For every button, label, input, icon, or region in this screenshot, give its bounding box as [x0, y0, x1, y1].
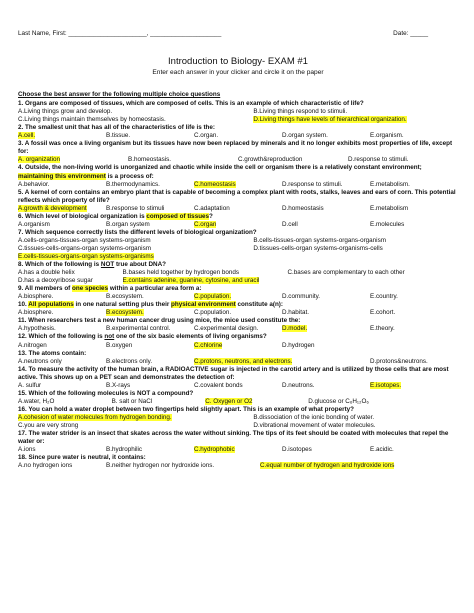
question-9 — [18, 285, 458, 301]
option-c[interactable] — [260, 462, 458, 470]
option-a[interactable]: A.biosphere. — [18, 293, 54, 301]
name-field[interactable]: Last Name, First: ______________________, ____________________ — [18, 30, 222, 37]
question-15 — [18, 390, 458, 406]
question-text: 18. Since pure water is neutral, it contains: — [18, 454, 146, 462]
question-17 — [18, 430, 458, 454]
option-c[interactable]: C.Living things maintain themselves by homeostasis. — [18, 116, 166, 124]
option-e[interactable] — [123, 277, 459, 285]
option-d[interactable]: D.isotopes — [282, 446, 312, 454]
option-a[interactable]: A.organism — [18, 220, 50, 228]
option-c[interactable]: C.you are very strong — [18, 421, 79, 429]
question-text: 13. The atoms contain: — [18, 349, 87, 357]
option-c[interactable]: C.bases are complementary to each other — [287, 269, 405, 277]
highlighted-answer: C.population. — [194, 293, 232, 301]
option-b[interactable]: B.thermodynamics. — [106, 180, 160, 188]
option-b[interactable] — [106, 309, 194, 317]
option-e[interactable]: E.theory. — [370, 325, 395, 333]
highlighted-phrase: physical environment — [171, 301, 236, 309]
question-text-part: 12. Which of the following is — [18, 333, 105, 341]
option-a[interactable]: A.ions — [18, 446, 36, 454]
option-c[interactable]: C.covalent bonds — [194, 381, 243, 389]
highlighted-answer: C.equal number of hydrogen and hydroxide ions — [260, 462, 395, 470]
highlighted-answer: A.cell. — [18, 132, 36, 140]
question-text — [18, 301, 458, 309]
question-text: 1. Organs are composed of tissues, which are composed of cells. This is an example of which characteristic of life? — [18, 100, 364, 108]
question-text: 17. The water strider is an insect that skates across the water without sinking. The tips of its feet should be coated with molecules that repel the water or: — [18, 430, 449, 446]
option-d[interactable]: D.has a deoxyribose sugar — [18, 277, 93, 285]
option-b[interactable]: B.homeostasis. — [128, 156, 172, 164]
highlighted-answer: D.Living things have levels of hierarchical organization. — [253, 116, 407, 124]
highlighted-answer: E.isotopes. — [370, 381, 402, 389]
option-c[interactable] — [194, 181, 282, 189]
answer-options — [18, 132, 458, 140]
question-text-part: constitute a(n): — [235, 301, 284, 309]
option-d[interactable] — [282, 325, 370, 333]
question-text-part: 4. Outside, the non-living world is unorganized and chaotic while inside the cell or organism there is a relatively constant environment; — [18, 164, 422, 172]
question-10 — [18, 301, 458, 317]
question-text: 3. A fossil was once a living organism but its tissues have now been replaced by minerals and it no longer exhibits most properties of life, except for: — [18, 140, 453, 156]
question-text: 16. You can hold a water droplet between two fingertips held slightly apart. This is an example of what property? — [18, 405, 355, 413]
question-text: 14. To measure the activity of the human brain, a RADIOACTIVE sugar is injected in the carotid artery and is utilized by those cells that are most active. This shows up on a PET scan and demonstrates the detection of: — [18, 365, 449, 381]
option-e[interactable]: E.metabolism. — [370, 180, 410, 188]
option-d[interactable]: D.habitat. — [282, 309, 309, 317]
option-e[interactable]: E.metabolism — [370, 204, 409, 212]
option-d[interactable]: D.protons&neutrons. — [370, 357, 428, 365]
answer-options — [18, 293, 458, 301]
highlighted-phrase: All populations — [28, 301, 74, 309]
option-b[interactable]: B.ecosystem. — [106, 293, 144, 301]
question-1 — [18, 100, 458, 124]
question-text: 5. A kernel of corn contains an embryo plant that is capable of becoming a complex plant with roots, stalks, leaves and ears of corn. This potential reflects which property of life? — [18, 188, 456, 204]
answer-options — [18, 382, 458, 390]
question-text-part: 10. — [18, 301, 29, 309]
question-8 — [18, 261, 458, 285]
answer-options — [18, 108, 458, 124]
question-text — [18, 213, 458, 221]
option-e[interactable]: E.country. — [370, 293, 398, 301]
option-d[interactable]: D.response to stimuli. — [282, 180, 343, 188]
option-c[interactable]: C.tissues-cells-organs-organ systems-organism — [18, 244, 151, 252]
question-18 — [18, 454, 458, 470]
question-text: 15. Which of the following molecules is NOT a compound? — [18, 389, 194, 397]
option-e[interactable]: E.molecules — [370, 220, 405, 228]
option-a[interactable]: A.Living things grow and develop. — [18, 108, 113, 116]
highlighted-answer: A.cohesion of water molecules from hydrogen bonding. — [18, 413, 172, 421]
answer-options — [18, 181, 458, 189]
highlighted-answer: C.homeostasis — [194, 180, 236, 188]
option-a[interactable] — [18, 156, 128, 164]
highlighted-phrase: composed of tissues — [146, 212, 210, 220]
option-d[interactable]: D.glucose or C₆H₁₂O₆ — [308, 397, 369, 405]
question-14 — [18, 366, 458, 390]
question-13 — [18, 350, 458, 366]
highlighted-phrase: one species — [72, 285, 109, 293]
title-block — [18, 56, 458, 77]
question-text-part: 8. Which of the following is — [18, 261, 101, 269]
option-b[interactable]: B.dissociation of the ionic bonding of water. — [253, 413, 375, 421]
option-d[interactable]: D.neutrons. — [282, 381, 315, 389]
question-4 — [18, 164, 458, 188]
question-text-part: true about DNA? — [114, 261, 166, 269]
question-5 — [18, 189, 458, 213]
option-a[interactable] — [18, 205, 106, 213]
option-a[interactable]: A.hypothesis. — [18, 325, 56, 333]
option-e[interactable]: E.organism. — [370, 132, 404, 140]
answer-options — [18, 269, 458, 285]
question-text-part: 6. Which level of biological organization is — [18, 212, 147, 220]
option-b[interactable]: B.oxygen — [106, 341, 133, 349]
question-text-part: 9. All members of — [18, 285, 73, 293]
option-c[interactable]: C.experimental design. — [194, 325, 259, 333]
question-text — [18, 333, 458, 341]
highlighted-answer: A.growth & development — [18, 204, 87, 212]
option-c[interactable] — [194, 342, 282, 350]
answer-options — [18, 221, 458, 229]
answer-options — [18, 462, 458, 470]
option-b[interactable]: B.neither hydrogen nor hydroxide ions. — [106, 462, 215, 470]
question-12 — [18, 333, 458, 349]
question-text: 11. When researchers test a new human cancer drug using mice, the mice used constitute the: — [18, 317, 301, 325]
option-b[interactable]: B.tissue. — [106, 132, 131, 140]
answer-options — [18, 414, 458, 430]
option-a[interactable]: A.cells-organs-tissues-organ systems-organism — [18, 236, 151, 244]
question-text: 7. Which sequence correctly lists the different levels of biological organization? — [18, 228, 257, 236]
question-text: 2. The smallest unit that has all of the characteristics of life is the: — [18, 124, 216, 132]
option-b[interactable]: B.X-rays — [106, 381, 131, 389]
answer-options — [18, 358, 458, 366]
option-b[interactable]: B.cells-tissues-organ systems-organs-organism — [253, 236, 386, 244]
highlighted-answer: D.model. — [282, 325, 308, 333]
header — [18, 30, 458, 38]
option-d[interactable]: D.cell — [282, 220, 298, 228]
question-text-part: ? — [209, 212, 213, 220]
question-text — [18, 285, 458, 293]
option-c[interactable]: C.organ. — [194, 132, 219, 140]
option-c[interactable] — [194, 446, 282, 454]
option-b[interactable]: B.electrons only. — [106, 357, 153, 365]
question-text — [18, 164, 458, 180]
option-d[interactable]: D.vibrational movement of water molecules. — [253, 421, 376, 429]
option-b[interactable]: B.hydrophilic — [106, 446, 143, 454]
option-a[interactable] — [18, 132, 106, 140]
highlighted-answer: C.organ — [194, 220, 217, 228]
option-c[interactable]: C.growth&reproduction — [238, 156, 303, 164]
page-subtitle: Enter each answer in your clicker and circle it on the paper — [152, 69, 324, 77]
option-e[interactable] — [370, 382, 458, 390]
option-e[interactable]: E.cohort. — [370, 309, 396, 317]
highlighted-answer: C.hydrophobic — [194, 446, 235, 454]
underlined-word: NOT — [100, 261, 115, 269]
option-a[interactable]: A.behavior. — [18, 180, 50, 188]
option-d[interactable]: D.community. — [282, 293, 321, 301]
question-text-part: within a particular area form a: — [108, 285, 202, 293]
highlighted-answer: E.contains adenine, guanine, cytosine, and uracil — [122, 277, 260, 285]
option-c[interactable]: C.adaptation — [194, 204, 230, 212]
option-c[interactable] — [205, 398, 308, 406]
option-e[interactable] — [18, 253, 253, 261]
option-d[interactable]: D.organ system. — [282, 132, 328, 140]
question-7 — [18, 229, 458, 261]
answer-options — [18, 309, 458, 317]
option-d[interactable]: D.hydrogen — [282, 341, 315, 349]
answer-options — [18, 398, 458, 406]
option-b[interactable]: B.organ system — [106, 220, 150, 228]
instructions: Choose the best answer for the following multiple choice questions — [18, 91, 221, 99]
option-c[interactable]: C.population. — [194, 309, 232, 317]
question-text-part: one of the six basic elements of living organisms? — [114, 333, 267, 341]
highlighted-phrase: maintaining this environment — [18, 172, 106, 180]
answer-options — [18, 237, 458, 261]
option-b[interactable]: B.Living things respond to stimuli. — [253, 108, 348, 116]
question-text — [18, 261, 458, 269]
question-2 — [18, 124, 458, 140]
highlighted-answer: C. Oxygen or O2 — [205, 397, 253, 405]
option-b[interactable]: B.bases held together by hydrogen bonds — [122, 269, 240, 277]
answer-options — [18, 446, 458, 454]
highlighted-answer: E.cells-tissues-organs-organ systems-organisms — [18, 252, 154, 260]
option-a[interactable]: A.has a double helix — [18, 269, 75, 277]
question-text-part: is a process of: — [105, 172, 154, 180]
option-c[interactable] — [194, 293, 282, 301]
highlighted-answer: C.protons, neutrons, and electrons. — [194, 357, 293, 365]
question-text-part: in one natural setting plus their — [73, 301, 172, 309]
answer-options — [18, 205, 458, 213]
option-a[interactable]: A.neutrons only — [18, 357, 62, 365]
highlighted-answer: A. organization — [18, 156, 61, 164]
question-3 — [18, 140, 458, 164]
option-d[interactable]: D.response to stimuli. — [348, 156, 409, 164]
option-e[interactable]: E.acidic. — [370, 446, 394, 454]
option-a[interactable]: A.nitrogen — [18, 341, 47, 349]
option-a[interactable]: A. sulfur — [18, 381, 42, 389]
answer-options — [18, 342, 458, 350]
option-d[interactable]: D.homeostasis — [282, 204, 324, 212]
option-a[interactable]: A.water, H₂O — [18, 397, 55, 405]
option-d[interactable] — [253, 116, 458, 124]
underlined-word: not — [104, 333, 115, 341]
option-c[interactable] — [194, 358, 370, 366]
option-b[interactable]: B. salt or NaCl — [111, 397, 153, 405]
option-a[interactable]: A.biosphere. — [18, 309, 54, 317]
option-d[interactable]: D.tissues-cells-organ systems-organisms-cells — [253, 244, 383, 252]
option-c[interactable] — [194, 221, 282, 229]
question-11 — [18, 317, 458, 333]
answer-options — [18, 325, 458, 333]
option-a[interactable]: A.no hydrogen ions — [18, 462, 73, 470]
highlighted-answer: B.ecosystem. — [106, 309, 144, 317]
highlighted-answer: C.chlorine — [194, 341, 223, 349]
question-6 — [18, 213, 458, 229]
date-field[interactable]: Date: _____ — [393, 30, 428, 37]
answer-options — [18, 156, 458, 164]
option-a[interactable] — [18, 414, 253, 422]
option-b[interactable]: B.response to stimuli — [106, 204, 165, 212]
page-title: Introduction to Biology- EXAM #1 — [168, 56, 308, 68]
option-b[interactable]: B.experimental control. — [106, 325, 171, 333]
question-16 — [18, 406, 458, 430]
